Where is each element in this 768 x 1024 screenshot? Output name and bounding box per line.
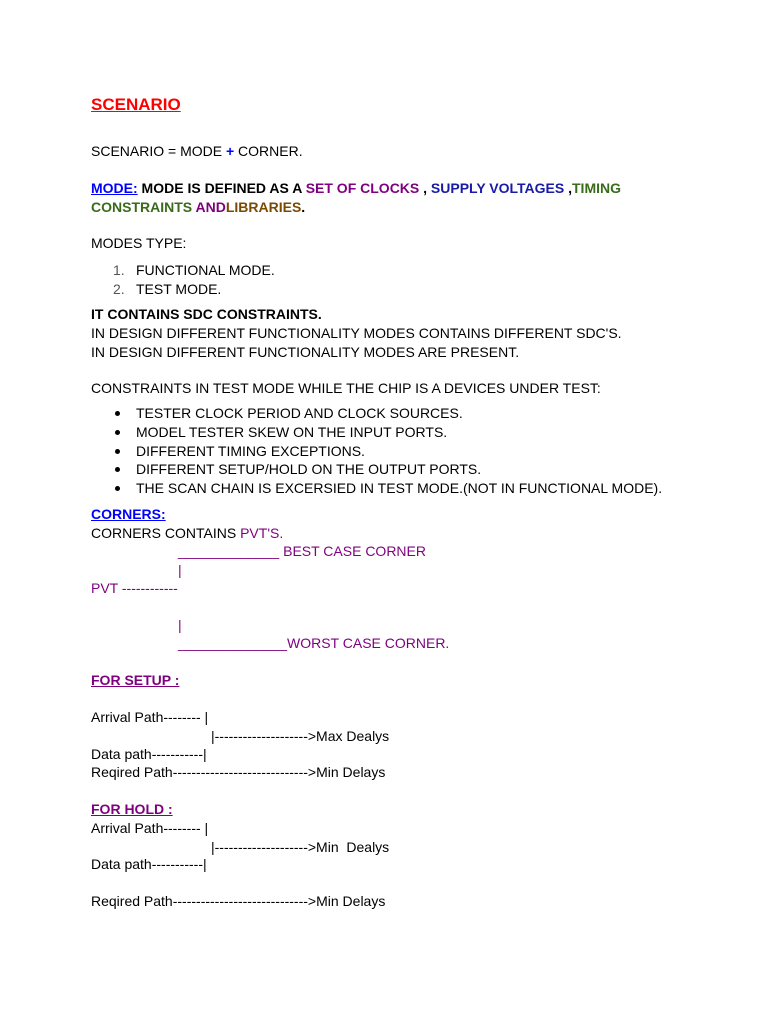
list-number: 2.	[113, 281, 125, 297]
mode-def-timing: TIMING	[572, 180, 621, 196]
mode-definition-line1	[91, 180, 621, 197]
bullet-icon	[115, 449, 120, 454]
mode-def-and: AND	[195, 199, 226, 215]
list-item: TESTER CLOCK PERIOD AND CLOCK SOURCES.	[136, 405, 463, 421]
sdc-line: IN DESIGN DIFFERENT FUNCTIONALITY MODES CONTAINS DIFFERENT SDC'S.	[91, 325, 622, 341]
scenario-formula	[91, 143, 303, 160]
mode-def-sep2: ,	[564, 180, 572, 196]
corners-contains-text: CORNERS CONTAINS	[91, 525, 241, 541]
mode-def-voltages: SUPPLY VOLTAGES	[430, 180, 565, 196]
corners-contains-line	[91, 525, 283, 542]
list-item: MODEL TESTER SKEW ON THE INPUT PORTS.	[136, 424, 448, 440]
mode-def-libraries: LIBRARIES	[225, 199, 302, 215]
hold-data-path: Data path-----------|	[91, 856, 207, 872]
best-case-corner: _____________ BEST CASE CORNER	[178, 543, 426, 559]
mode-def-text: MODE IS DEFINED AS A	[137, 180, 306, 196]
hold-heading: FOR HOLD :	[91, 801, 173, 817]
bullet-icon	[115, 430, 120, 435]
list-item: DIFFERENT SETUP/HOLD ON THE OUTPUT PORTS.	[136, 461, 482, 477]
list-item: DIFFERENT TIMING EXCEPTIONS.	[136, 443, 365, 459]
bullet-icon	[115, 486, 120, 491]
setup-required-path: Reqired Path----------------------------->Min Delays	[91, 764, 386, 780]
formula-right: CORNER.	[234, 143, 303, 159]
hold-arrival-path: Arrival Path-------- |	[91, 820, 209, 836]
page-title: SCENARIO	[91, 95, 181, 114]
mode-def-constraints: CONSTRAINTS	[91, 199, 196, 215]
list-item: TEST MODE.	[136, 281, 222, 297]
mode-def-sep1: ,	[419, 180, 431, 196]
pvt-label: PVT ------------	[91, 580, 178, 596]
list-item: THE SCAN CHAIN IS EXCERSIED IN TEST MODE.(NOT IN FUNCTIONAL MODE).	[136, 480, 663, 496]
corner-connector: |	[178, 562, 182, 578]
corner-connector: |	[178, 617, 182, 633]
mode-label: MODE:	[91, 180, 138, 196]
setup-heading: FOR SETUP :	[91, 672, 180, 688]
list-item: FUNCTIONAL MODE.	[136, 262, 275, 278]
mode-definition-line2	[91, 199, 305, 216]
formula-left: SCENARIO = MODE	[91, 143, 226, 159]
hold-min-delays: |-------------------->Min Dealys	[211, 839, 390, 855]
modes-type-heading: MODES TYPE:	[91, 235, 187, 251]
formula-plus: +	[225, 143, 235, 159]
hold-required-path: Reqired Path----------------------------->Min Delays	[91, 893, 386, 909]
bullet-icon	[115, 467, 120, 472]
mode-def-clocks: SET OF CLOCKS	[305, 180, 420, 196]
worst-case-corner: ______________WORST CASE CORNER.	[178, 635, 450, 651]
bullet-icon	[115, 411, 120, 416]
corners-heading: CORNERS:	[91, 506, 166, 522]
setup-max-delays: |-------------------->Max Dealys	[211, 728, 390, 744]
setup-data-path: Data path-----------|	[91, 746, 207, 762]
list-number: 1.	[113, 262, 125, 278]
mode-def-dot: .	[301, 199, 306, 215]
setup-arrival-path: Arrival Path-------- |	[91, 709, 209, 725]
test-mode-heading: CONSTRAINTS IN TEST MODE WHILE THE CHIP IS A DEVICES UNDER TEST:	[91, 380, 601, 396]
corners-pvts: PVT'S.	[240, 525, 284, 541]
sdc-line: IN DESIGN DIFFERENT FUNCTIONALITY MODES ARE PRESENT.	[91, 344, 520, 360]
sdc-line: IT CONTAINS SDC CONSTRAINTS.	[91, 306, 322, 322]
